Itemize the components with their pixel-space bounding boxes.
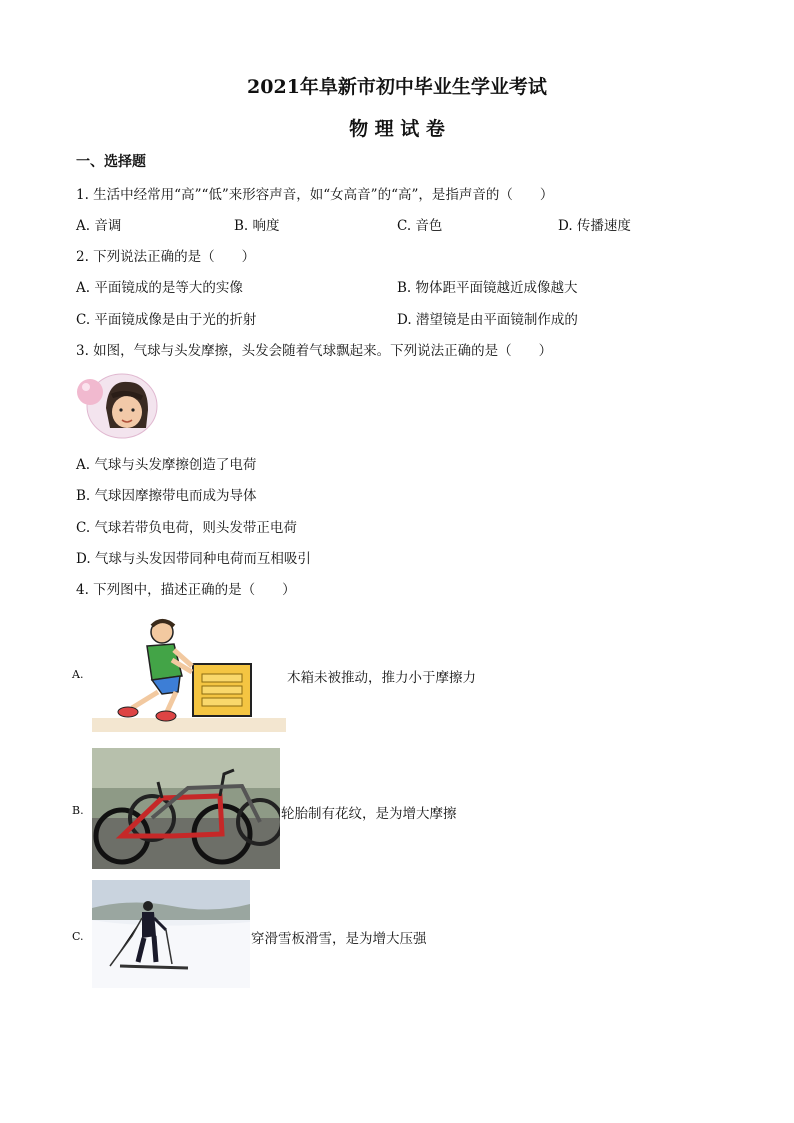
- q1-option-d: D. 传播速度: [558, 218, 631, 234]
- skiing-image: [92, 880, 250, 988]
- q1-option-c: C. 音色: [397, 218, 443, 234]
- q4-option-b-text: 轮胎制有花纹，是为增大摩擦: [281, 806, 457, 822]
- exam-title: 2021年阜新市初中毕业生学业考试: [247, 76, 547, 98]
- q3-option-d: D. 气球与头发因带同种电荷而互相吸引: [76, 551, 311, 567]
- question-4-stem: 4. 下列图中，描述正确的是（ ）: [76, 582, 296, 598]
- q4-option-a-letter: A.: [72, 668, 84, 681]
- q4-option-a-text: 木箱未被推动，推力小于摩擦力: [287, 670, 476, 686]
- q3-option-c: C. 气球若带负电荷，则头发带正电荷: [76, 520, 297, 536]
- q3-option-a: A. 气球与头发摩擦创造了电荷: [76, 457, 257, 473]
- q2-option-b: B. 物体距平面镜越近成像越大: [397, 280, 578, 296]
- q4-option-c-text: 穿滑雪板滑雪，是为增大压强: [251, 931, 427, 947]
- q3-option-b: B. 气球因摩擦带电而成为导体: [76, 488, 257, 504]
- q2-option-c: C. 平面镜成像是由于光的折射: [76, 312, 257, 328]
- question-2-stem: 2. 下列说法正确的是（ ）: [76, 249, 256, 265]
- bicycles-image: [92, 748, 280, 869]
- q4-option-c-letter: C.: [72, 930, 84, 943]
- q2-option-d: D. 潜望镜是由平面镜制作成的: [397, 312, 578, 328]
- pushing-box-image: [92, 614, 286, 732]
- q4-option-b-letter: B.: [72, 804, 84, 817]
- q1-option-a: A. 音调: [76, 218, 122, 234]
- q2-option-a: A. 平面镜成的是等大的实像: [76, 280, 243, 296]
- question-1-stem: 1. 生活中经常用“高”“低”来形容声音，如“女高音”的“高”，是指声音的（ ）: [76, 187, 554, 203]
- balloon-hair-image: [76, 370, 158, 440]
- question-3-stem: 3. 如图，气球与头发摩擦，头发会随着气球飘起来。下列说法正确的是（ ）: [76, 343, 553, 359]
- section-heading: 一、选择题: [76, 154, 146, 170]
- exam-subtitle: 物 理 试 卷: [349, 118, 445, 140]
- q1-option-b: B. 响度: [234, 218, 280, 234]
